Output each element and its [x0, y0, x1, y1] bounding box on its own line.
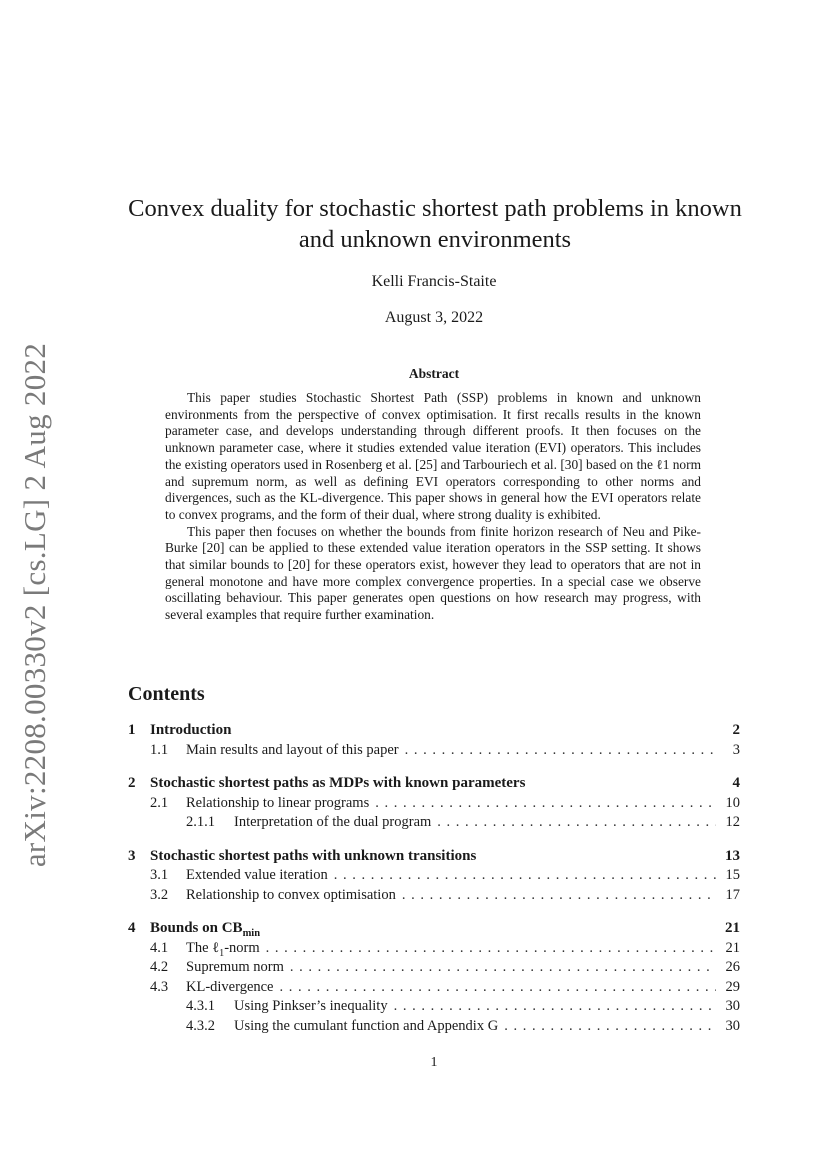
- title-line-1: Convex duality for stochastic shortest path problems in known: [128, 195, 742, 222]
- abstract-body: [165, 390, 701, 624]
- toc-page-number: 13: [725, 847, 740, 864]
- toc-leader-dots: [334, 866, 716, 886]
- abstract-heading: Abstract: [408, 366, 460, 381]
- toc-page-number: 29: [725, 978, 740, 995]
- toc-leader-dots: [437, 813, 716, 833]
- toc-page-number: 10: [725, 794, 740, 811]
- toc-number: 4: [128, 920, 136, 936]
- toc-label-subscript: min: [242, 928, 261, 939]
- toc-number: 2.1.1: [186, 814, 215, 830]
- toc-label: Using the cumulant function and Appendix G: [234, 1017, 499, 1034]
- toc-number: 3: [128, 847, 136, 864]
- toc-number: 4.2: [150, 959, 169, 975]
- toc-leader-dots: [290, 958, 716, 978]
- toc-entry-3-1[interactable]: [128, 866, 740, 886]
- toc-page-number: 12: [725, 814, 740, 830]
- toc-leader-dots: [280, 978, 717, 998]
- toc-label: Supremum norm: [186, 959, 284, 975]
- toc-page-number: 3: [732, 741, 740, 758]
- toc-page-number: 4: [732, 775, 740, 791]
- toc-number: 3.2: [150, 886, 169, 903]
- toc-entry-1[interactable]: [128, 721, 740, 741]
- toc-entry-4-3[interactable]: [128, 978, 740, 998]
- toc-leader-dots: [405, 741, 716, 761]
- toc-label: Introduction: [150, 722, 232, 738]
- toc-number: 4.3.1: [186, 998, 215, 1014]
- toc-label: Relationship to convex optimisation: [186, 886, 396, 903]
- toc-page-number: 17: [725, 886, 740, 903]
- toc-label: KL-divergence: [186, 978, 274, 995]
- toc-label: Using Pinkser’s inequality: [234, 998, 388, 1014]
- toc-leader-dots: [266, 939, 716, 959]
- toc-label: Stochastic shortest paths with unknown transitions: [150, 847, 477, 864]
- toc-number: 1: [128, 722, 136, 738]
- toc-page-number: 30: [725, 1017, 740, 1034]
- arxiv-identifier: arXiv:2208.00330v2 [cs.LG] 2 Aug 2022: [17, 342, 52, 868]
- paper-title: [120, 193, 750, 255]
- page-number: 1: [430, 1055, 438, 1070]
- toc-leader-dots: [375, 794, 716, 814]
- toc-page-number: 26: [725, 959, 740, 975]
- toc-label: Main results and layout of this paper: [186, 741, 399, 758]
- toc-entry-1-1[interactable]: [128, 741, 740, 761]
- toc-entry-4[interactable]: [128, 919, 740, 939]
- arxiv-side-label: [12, 342, 58, 868]
- toc-entry-4-3-2[interactable]: [128, 1017, 740, 1037]
- table-of-contents: [128, 721, 740, 1036]
- author-name: Kelli Francis-Staite: [371, 273, 497, 290]
- toc-entry-3-2[interactable]: [128, 886, 740, 906]
- contents-heading: Contents: [128, 683, 205, 705]
- title-line-2: and unknown environments: [298, 226, 572, 253]
- toc-number: 2.1: [150, 794, 169, 811]
- toc-page-number: 21: [725, 939, 740, 956]
- toc-label: The ℓ$_1$-norm: [186, 939, 260, 959]
- toc-leader-dots: [402, 886, 716, 906]
- toc-entry-4-2[interactable]: [128, 958, 740, 978]
- toc-entry-2-1[interactable]: [128, 794, 740, 814]
- toc-number: 2: [128, 775, 136, 791]
- toc-entry-3[interactable]: [128, 847, 740, 867]
- toc-number: 4.1: [150, 939, 169, 956]
- toc-label: Relationship to linear programs: [186, 794, 370, 811]
- toc-entry-2[interactable]: [128, 774, 740, 794]
- toc-page-number: 15: [725, 867, 740, 883]
- toc-leader-dots: [504, 1017, 716, 1037]
- toc-leader-dots: [394, 997, 716, 1017]
- toc-number: 4.3: [150, 978, 169, 995]
- toc-page-number: 2: [732, 722, 740, 738]
- toc-number: 3.1: [150, 867, 169, 883]
- toc-label: Stochastic shortest paths as MDPs with known parameters: [150, 775, 526, 791]
- abstract-paragraph-2: This paper then focuses on whether the bounds from finite horizon research of Neu and Pike-Burke [20] can be applied to these extended value iteration operators in the SSP setting. It shows that similar bounds to [20] for these operators exist, however they lead to operators that are not in general monotone and have more complex convergence properties. In a special case we observe oscillating behaviour. This paper generates open questions on how research may progress, with several examples that require further examination.: [165, 523, 701, 623]
- toc-page-number: 21: [725, 920, 740, 936]
- toc-label: Extended value iteration: [186, 867, 328, 883]
- toc-entry-4-1[interactable]: [128, 939, 740, 959]
- toc-number: 4.3.2: [186, 1017, 215, 1034]
- toc-label-subscript: 1: [219, 947, 225, 959]
- toc-entry-2-1-1[interactable]: [128, 813, 740, 833]
- toc-label: Bounds on $CB_{min}$: [150, 920, 261, 939]
- toc-page-number: 30: [725, 998, 740, 1014]
- paper-date: August 3, 2022: [384, 309, 484, 326]
- toc-label: Interpretation of the dual program: [234, 814, 432, 830]
- toc-number: 1.1: [150, 741, 169, 758]
- abstract-paragraph-1: This paper studies Stochastic Shortest Path (SSP) problems in known and unknown environments from the perspective of convex optimisation. It first recalls results in the known parameter case, and develops understanding through different proofs. It then focuses on the unknown parameter case, where it studies extended value iteration (EVI) operators. This includes the existing operators used in Rosenberg et al. [25] and Tarbouriech et al. [30] based on the ℓ1 norm and supremum norm, as well as defining EVI operators corresponding to other norms and divergences, such as the KL-divergence. This paper shows in general how the EVI operators relate to convex programs, and the form of their dual, where strong duality is exhibited.: [165, 390, 701, 522]
- toc-entry-4-3-1[interactable]: [128, 997, 740, 1017]
